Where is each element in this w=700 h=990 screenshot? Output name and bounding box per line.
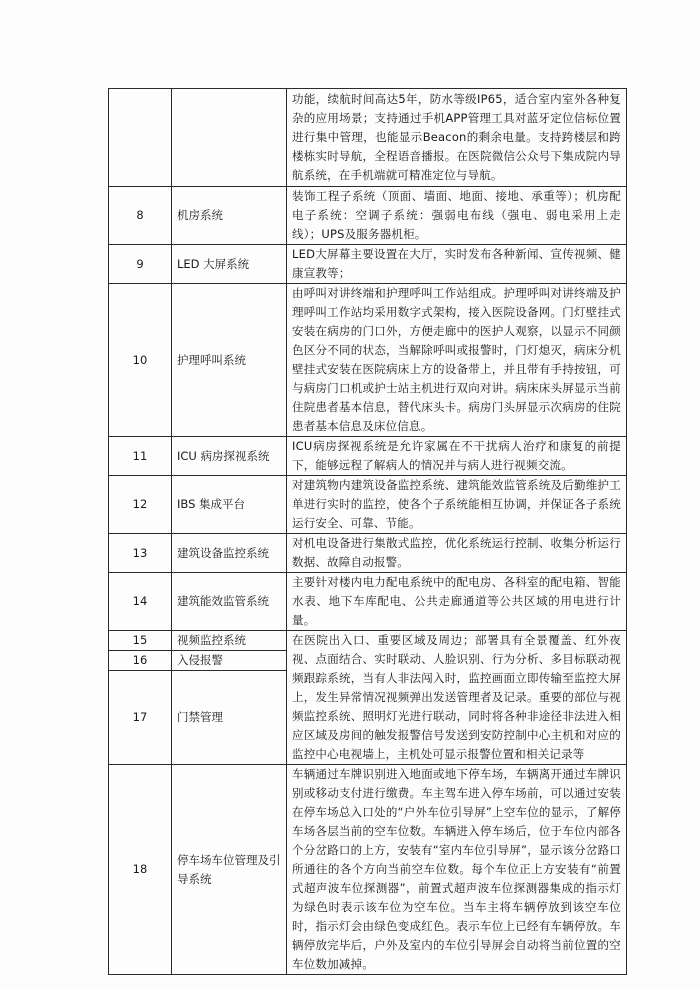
- system-description: 装饰工程子系统（顶面、墙面、地面、接地、承重等）；机房配电子系统：空调子系统：强弱电布线（强电、弱电采用上走线）；UPS及服务器机柜。: [287, 187, 627, 245]
- table-row: [109, 476, 627, 534]
- system-name: 入侵报警: [172, 651, 287, 671]
- system-description: 由呼叫对讲终端和护理呼叫工作站组成。护理呼叫对讲终端及护理呼叫工作站均采用数字式架构，接入医院设备网。门灯壁挂式安装在病房的门口外，方便走廊中的医护人观察，以显示不同颜色区分不同的状态，当解除呼叫或报警时，门灯熄灭，病床分机壁挂式安装在医院病床上方的设备带上，并且带有手持按钮，可与病房门口机或护士站主机进行双向对讲。病床床头屏显示当前住院患者基本信息，替代床头卡。病房门头屏显示次病房的住院患者基本信息及床位信息。: [287, 284, 627, 437]
- table-row: [109, 437, 627, 476]
- system-name: ICU 病房探视系统: [172, 437, 287, 476]
- system-description: 在医院出入口、重要区域及周边；部署具有全景覆盖、红外夜视、点面结合、实时联动、人脸识别、行为分析、多目标联动视频跟踪系统，当有人非法闯入时，监控画面立即传输至监控大屏上，发生异常情况视频弹出发送管理者及记录。重要的部位与视频监控系统、照明灯光进行联动，同时将各种非途径非法进入相应区域及房间的触发报警信号发送到安防控制中心主机和对应的监控中心电视墙上，主机处可显示报警位置和相关记录等: [287, 631, 627, 765]
- row-number: [109, 89, 172, 187]
- system-name: 门禁管理: [172, 671, 287, 765]
- row-number: 8: [109, 187, 172, 245]
- system-name: LED 大屏系统: [172, 245, 287, 284]
- table-row: [109, 89, 627, 187]
- system-name: IBS 集成平台: [172, 476, 287, 534]
- row-number: 13: [109, 534, 172, 573]
- system-description: LED大屏幕主要设置在大厅，实时发布各种新闻、宣传视频、健康宣教等；: [287, 245, 627, 284]
- table-row: [109, 187, 627, 245]
- row-number: 14: [109, 573, 172, 631]
- system-description: 功能，续航时间高达5年，防水等级IP65，适合室内室外各种复杂的应用场景；支持通过手机APP管理工具对蓝牙定位信标位置进行集中管理，也能显示Beacon的剩余电量。支持跨楼层和跨楼栋实时导航，全程语音播报。在医院微信公众号下集成院内导航系统，在手机端就可精准定位与导航。: [287, 89, 627, 187]
- system-spec-table: [108, 88, 627, 975]
- system-name: [172, 89, 287, 187]
- system-name: 停车场车位管理及引导系统: [172, 765, 287, 975]
- row-number: 9: [109, 245, 172, 284]
- system-description: 对机电设备进行集散式监控，优化系统运行控制、收集分析运行数据、故障自动报警。: [287, 534, 627, 573]
- table-row: [109, 765, 627, 975]
- row-number: 17: [109, 671, 172, 765]
- system-name: 建筑能效监管系统: [172, 573, 287, 631]
- table-row: [109, 284, 627, 437]
- system-name: 机房系统: [172, 187, 287, 245]
- system-description: 对建筑物内建筑设备监控系统、建筑能效监管系统及后勤维护工单进行实时的监控，使各个子系统能相互协调，并保证各子系统运行安全、可靠、节能。: [287, 476, 627, 534]
- system-description: 主要针对楼内电力配电系统中的配电房、各科室的配电箱、智能水表、地下车库配电、公共走廊通道等公共区域的用电进行计量。: [287, 573, 627, 631]
- row-number: 11: [109, 437, 172, 476]
- system-name: 建筑设备监控系统: [172, 534, 287, 573]
- row-number: 16: [109, 651, 172, 671]
- row-number: 12: [109, 476, 172, 534]
- table-row: [109, 534, 627, 573]
- row-number: 10: [109, 284, 172, 437]
- table-row: [109, 245, 627, 284]
- system-name: 护理呼叫系统: [172, 284, 287, 437]
- table-row: [109, 631, 627, 651]
- row-number: 15: [109, 631, 172, 651]
- system-description: 车辆通过车牌识别进入地面或地下停车场，车辆离开通过车牌识别或移动支付进行缴费。车主驾车进入停车场前，可以通过安装在停车场总入口处的“户外车位引导屏”上空车位的显示，了解停车场各层当前的空车位数。车辆进入停车场后，位于车位内部各个分岔路口的上方，安装有“室内车位引导屏”，显示该分岔路口所通往的各个方向当前空车位数。每个车位正上方安装有“前置式超声波车位探测器”，前置式超声波车位探测器集成的指示灯为绿色时表示该车位为空车位。当车主将车辆停放到该空车位时，指示灯会由绿色变成红色。表示车位上已经有车辆停放。车辆停放完毕后，户外及室内的车位引导屏会自动将当前位置的空车位数加减掉。: [287, 765, 627, 975]
- table-row: [109, 573, 627, 631]
- system-description: ICU病房探视系统是允许家属在不干扰病人治疗和康复的前提下，能够远程了解病人的情况并与病人进行视频交流。: [287, 437, 627, 476]
- system-name: 视频监控系统: [172, 631, 287, 651]
- row-number: 18: [109, 765, 172, 975]
